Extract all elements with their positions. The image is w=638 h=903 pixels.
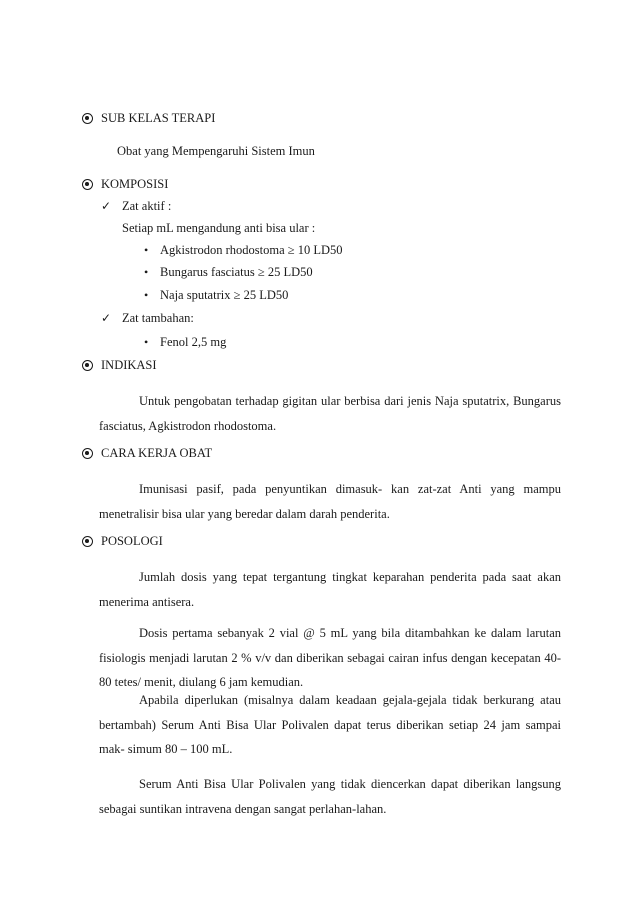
checkmark-icon: ✓ xyxy=(101,199,112,213)
list-item-text: Fenol 2,5 mg xyxy=(160,335,227,349)
list-item xyxy=(144,243,343,258)
list-item-text: Agkistrodon rhodostoma ≥ 10 LD50 xyxy=(160,243,343,257)
zat-aktif-item xyxy=(101,199,171,214)
section-heading-indikasi xyxy=(82,358,157,373)
target-bullet-icon xyxy=(82,113,93,124)
target-bullet-icon xyxy=(82,536,93,547)
list-item-text: Naja sputatrix ≥ 25 LD50 xyxy=(160,288,289,302)
heading-text: CARA KERJA OBAT xyxy=(101,446,213,460)
komposisi-intro: Setiap mL mengandung anti bisa ular : xyxy=(122,221,316,235)
bullet-icon: • xyxy=(144,335,149,349)
section-heading-posologi xyxy=(82,534,163,549)
posologi-paragraph: Jumlah dosis yang tepat tergantung tingkat keparahan penderita pada saat akan menerima antisera. xyxy=(99,570,561,609)
list-item-text: Bungarus fasciatus ≥ 25 LD50 xyxy=(160,265,313,279)
zat-aktif-label: Zat aktif : xyxy=(122,199,172,213)
indikasi-paragraph: Untuk pengobatan terhadap gigitan ular berbisa dari jenis Naja sputatrix, Bungarus fasciatus, Agkistrodon rhodostoma. xyxy=(99,394,561,433)
list-item xyxy=(144,265,313,280)
zat-tambahan-label: Zat tambahan: xyxy=(122,311,194,325)
heading-text: SUB KELAS TERAPI xyxy=(101,111,216,125)
posologi-paragraph: Apabila diperlukan (misalnya dalam keadaan gejala-gejala tidak berkurang atau bertambah) Serum Anti Bisa Ular Polivalen dapat terus diberikan setiap 24 jam sampai mak- simum 80 – 100 mL. xyxy=(99,693,561,756)
bullet-icon: • xyxy=(144,288,149,302)
posologi-paragraph: Dosis pertama sebanyak 2 vial @ 5 mL yang bila ditambahkan ke dalam larutan fisiologis menjadi larutan 2 % v/v dan diberikan sebagai cairan infus dengan kecepatan 40-80 tetes/ menit, diulang 6 jam kemudian. xyxy=(99,626,561,689)
bullet-icon: • xyxy=(144,265,149,279)
bullet-icon: • xyxy=(144,243,149,257)
heading-text: KOMPOSISI xyxy=(101,177,169,191)
heading-text: POSOLOGI xyxy=(101,534,163,548)
list-item xyxy=(144,288,288,303)
posologi-paragraph: Serum Anti Bisa Ular Polivalen yang tidak diencerkan dapat diberikan langsung sebagai suntikan intravena dengan sangat perlahan-lahan. xyxy=(99,777,561,816)
section-heading-cara-kerja xyxy=(82,446,212,461)
checkmark-icon: ✓ xyxy=(101,311,112,325)
target-bullet-icon xyxy=(82,360,93,371)
list-item xyxy=(144,335,226,350)
heading-text: INDIKASI xyxy=(101,358,157,372)
section-heading-komposisi xyxy=(82,177,168,192)
cara-kerja-paragraph: Imunisasi pasif, pada penyuntikan dimasuk- kan zat-zat Anti yang mampu menetralisir bisa ular yang beredar dalam darah penderita. xyxy=(99,482,561,521)
section-heading-sub-kelas xyxy=(82,111,215,126)
target-bullet-icon xyxy=(82,179,93,190)
sub-kelas-text: Obat yang Mempengaruhi Sistem Imun xyxy=(117,144,315,158)
zat-tambahan-item xyxy=(101,311,194,326)
target-bullet-icon xyxy=(82,448,93,459)
